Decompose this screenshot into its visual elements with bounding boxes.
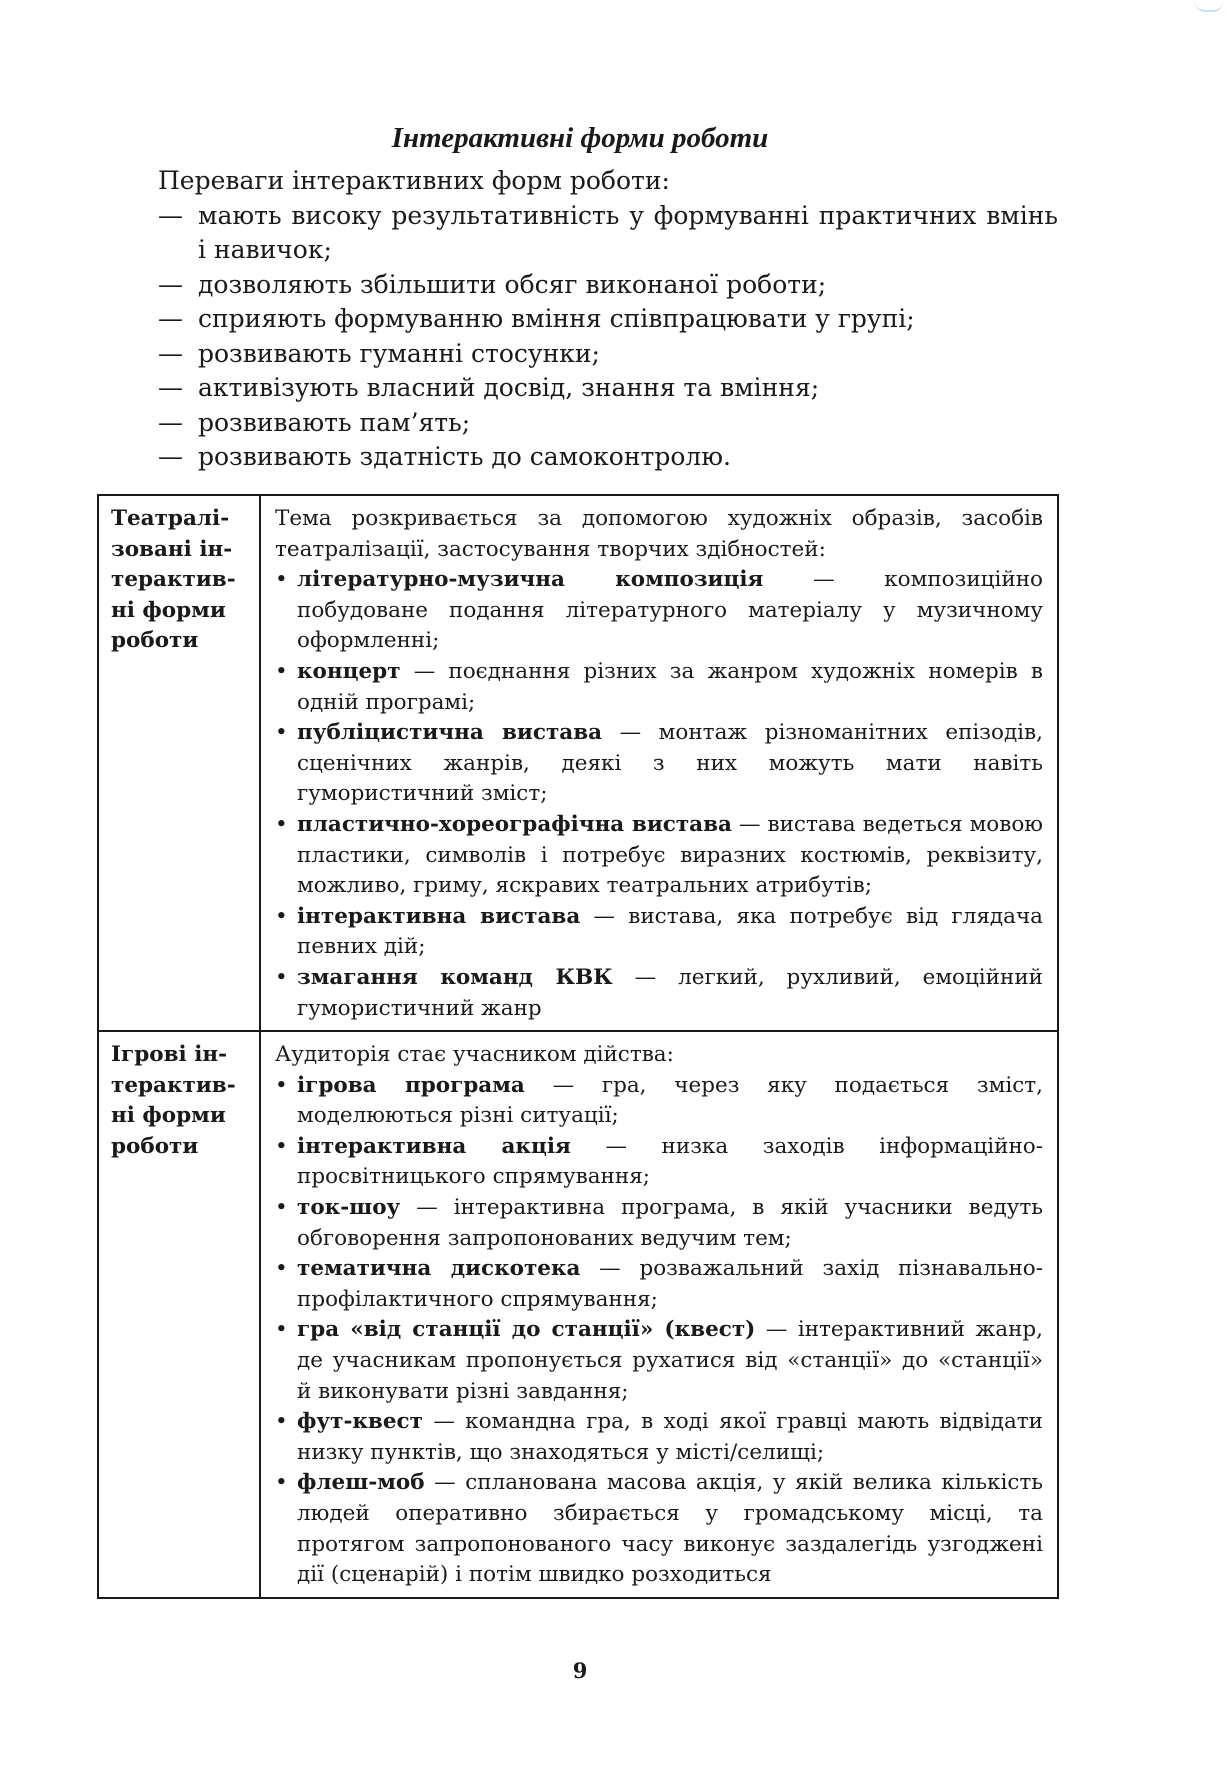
list-item: • тематична дискотека — розважальний захід пізнавально-профілактичного спрямування;	[275, 1256, 1043, 1312]
corner-mark-icon	[1195, 0, 1223, 12]
intro-bullet: — розвивають пам’ять;	[158, 407, 471, 437]
list-item: • гра «від станції до станції» (квест) — інтерактивний жанр, де учасникам пропонується рухатися від «станції» до «станції» й виконувати різні завдання;	[275, 1317, 1044, 1404]
list-item: • ток-шоу — інтерактивна програма, в якій учасники ведуть обговорення запропонованих ведучим тем;	[275, 1195, 1043, 1251]
intro-bullet: — дозволяють збільшити обсяг виконаної роботи;	[158, 269, 827, 299]
table-row	[98, 1031, 1058, 1598]
list-item: • публіцистична вистава — монтаж різноманітних епізодів, сценічних жанрів, деякі з них можуть мати навіть гумористичний зміст;	[275, 720, 1043, 807]
row-intro: Аудиторія стає учасником дійства:	[275, 1042, 674, 1068]
intro-bullet: — розвивають гуманні стосунки;	[158, 338, 600, 368]
list-item: • інтерактивна вистава — вистава, яка потребує від глядача певних дій;	[275, 903, 1044, 960]
list-item: • концерт — поєднання різних за жанром художніх номерів в одній програмі;	[275, 658, 1043, 715]
intro-bullet: — мають високу результативність у формуванні практичних вмінь і навичок;	[158, 200, 1058, 264]
row-description	[260, 495, 1058, 1031]
row-label-theatrical: Театралі-зовані ін-терактив-ні форми роботи	[98, 495, 260, 1031]
row-description	[260, 1031, 1058, 1598]
list-item: • ігрова програма — гра, через яку подається зміст, моделюються різні ситуації;	[275, 1072, 1043, 1129]
list-item: • інтерактивна акція — низка заходів інформаційно-просвітницького спрямування;	[275, 1133, 1043, 1190]
list-item: • фут-квест — командна гра, в ході якої гравці мають відвідати низку пунктів, що знаходяться у місті/селищі;	[275, 1409, 1043, 1465]
forms-table	[97, 494, 1059, 1599]
intro-bullet: — сприяють формуванню вміння співпрацювати у групі;	[158, 304, 915, 333]
list-item: • літературно-музична композиція — композиційно побудоване подання літературного матеріалу у музичному оформленні;	[275, 567, 1043, 654]
intro-lead: Переваги інтерактивних форм роботи:	[158, 166, 670, 195]
row-intro: Тема розкривається за допомогою художніх образів, засобів театралізації, застосування творчих здібностей:	[275, 506, 1043, 562]
intro-bullet: — активізують власний досвід, знання та вміння;	[158, 373, 820, 402]
row-label-game: Ігрові ін-терактив-ні форми роботи	[98, 1031, 260, 1598]
list-item: • змагання команд КВК — легкий, рухливий, емоційний гумористичний жанр	[275, 964, 1044, 1021]
list-item: • флеш-моб — спланована масова акція, у якій велика кількість людей оперативно збирається у громадському місці, та протягом запропонованого часу виконує заздалегідь узгоджені дії (сценарій) і потім швидко розходиться	[275, 1470, 1043, 1588]
list-item: • пластично-хореографічна вистава — вистава ведеться мовою пластики, символів і потребує виразних костюмів, реквізиту, можливо, гриму, яскравих театральних атрибутів;	[275, 811, 1043, 899]
intro-bullet: — розвивають здатність до самоконтролю.	[158, 442, 731, 471]
section-title: Інтерактивні форми роботи	[391, 122, 769, 154]
table-row	[98, 495, 1058, 1031]
intro-block	[158, 164, 1058, 475]
page-number: 9	[572, 1658, 588, 1683]
